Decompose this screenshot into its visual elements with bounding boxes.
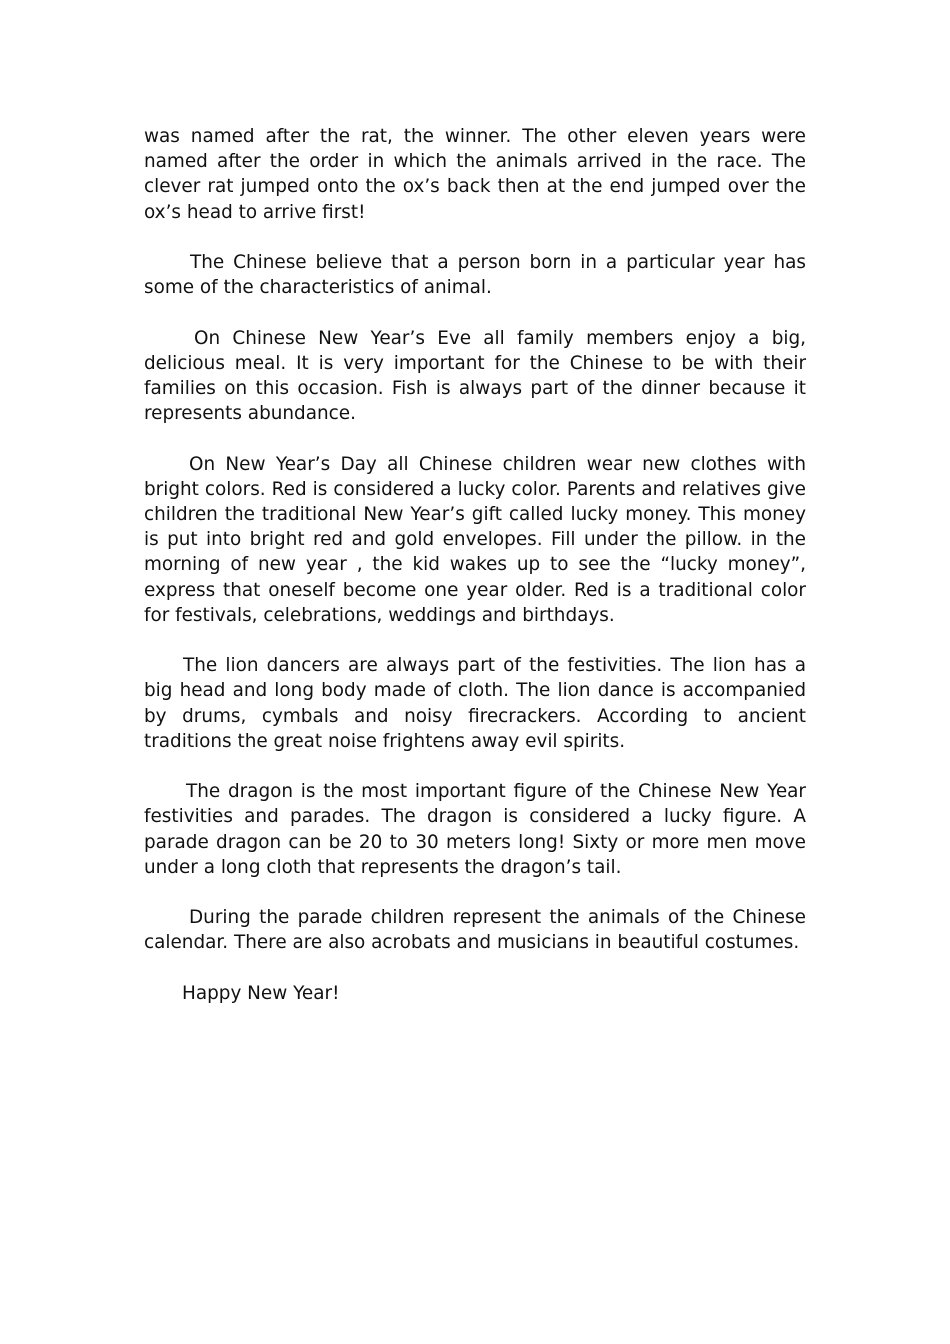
paragraph-new-years-day: On New Year’s Day all Chinese children wear new clothes with bright colors. Red is considered a lucky color. Parents and relatives give children the traditional New Year’s gift called lucky money. This money is put into bright red and gold envelopes. Fill under the pillow. in the morning of new year , the kid wakes up to see the “lucky money”, express that oneself become one year older. Red is a traditional color for festivals, celebrations, weddings and birthdays. [144,453,806,626]
paragraph-parade: During the parade children represent the animals of the Chinese calendar. There are also acrobats and musicians in beautiful costumes. [144,907,806,954]
document-body [144,124,806,1031]
paragraph-greeting: Happy New Year! [182,982,340,1004]
paragraph-characteristics: The Chinese believe that a person born in a particular year has some of the characteristics of animal. [144,252,806,299]
paragraph-lion-dance: The lion dancers are always part of the festivities. The lion has a big head and long body made of cloth. The lion dance is accompanied by drums, cymbals and noisy firecrackers. According to ancient traditions the great noise frightens away evil spirits. [144,655,806,752]
paragraph-rat-story: was named after the rat, the winner. The other eleven years were named after the order in which the animals arrived in the race. The clever rat jumped onto the ox’s back then at the end jumped over the ox’s head to arrive first! [144,126,806,223]
paragraph-new-years-eve: On Chinese New Year’s Eve all family members enjoy a big, delicious meal. It is very important for the Chinese to be with their families on this occasion. Fish is always part of the dinner because it represents abundance. [144,327,806,425]
paragraph-dragon: The dragon is the most important figure of the Chinese New Year festivities and parades. The dragon is considered a lucky figure. A parade dragon can be 20 to 30 meters long! Sixty or more men move under a long cloth that represents the dragon’s tail. [144,781,806,878]
